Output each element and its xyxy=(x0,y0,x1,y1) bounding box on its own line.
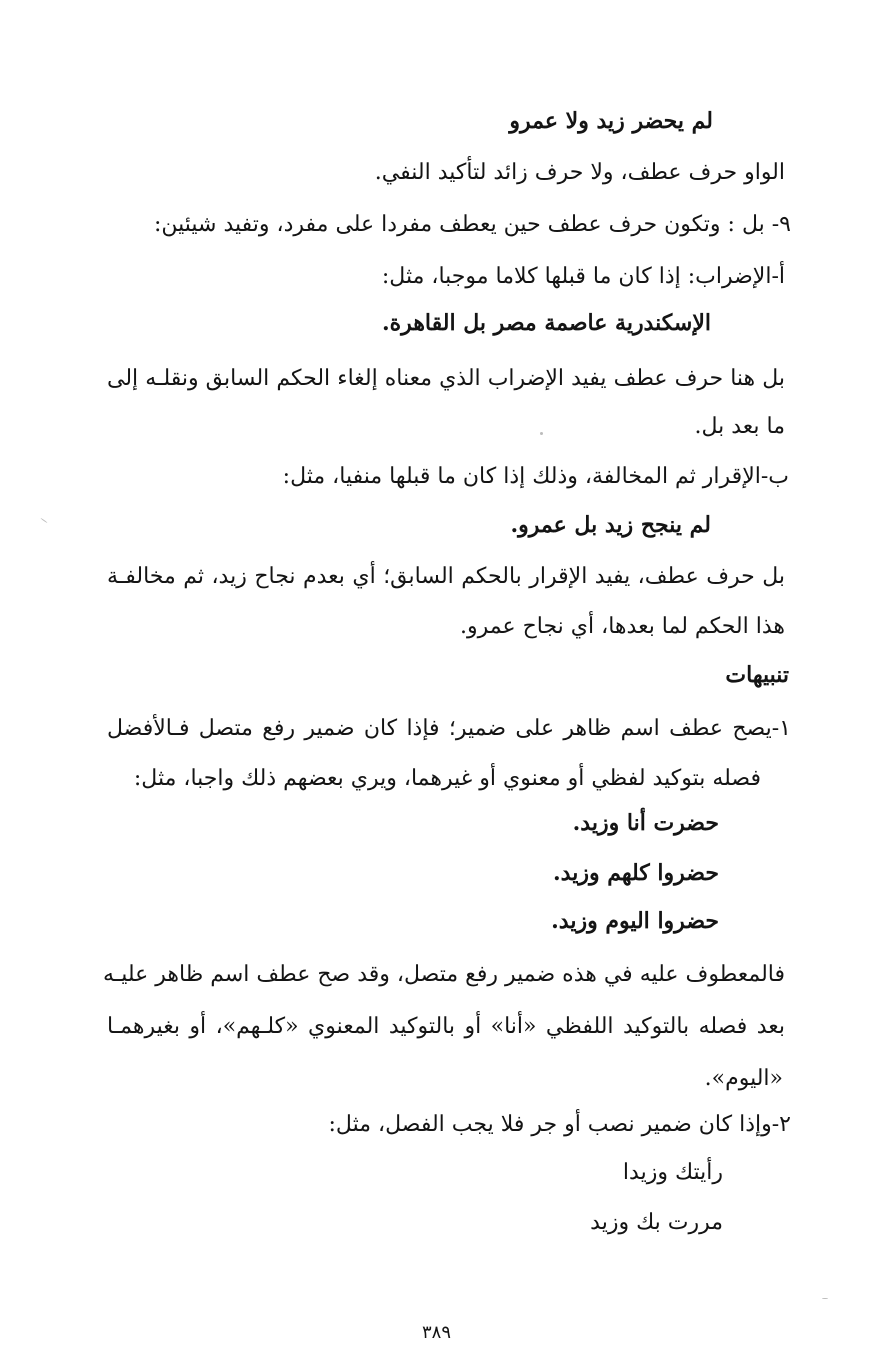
text-line: بل هنا حرف عطف يفيد الإضراب الذي معناه إلغاء الحكم السابق ونقلـه إلى xyxy=(107,366,785,391)
text-line: ما بعد بل. xyxy=(694,414,785,439)
subsection-heading: ب-الإقرار ثم المخالفة، وذلك إذا كان ما قبلها منفيا، مثل: xyxy=(282,464,789,489)
example-line: لم ينجح زيد بل عمرو. xyxy=(510,512,711,538)
text-line: «اليوم». xyxy=(704,1066,783,1091)
example-line: حضروا كلهم وزيد. xyxy=(553,860,719,886)
text-line: فالمعطوف عليه في هذه ضمير رفع متصل، وقد صح عطف اسم ظاهر عليـه xyxy=(103,962,785,987)
page-number: ٣٨٩ xyxy=(421,1322,451,1343)
scan-speck xyxy=(540,432,543,435)
example-line: مررت بك وزيد xyxy=(590,1210,723,1235)
text-line: ١-يصح عطف اسم ظاهر على ضمير؛ فإذا كان ضمير رفع متصل فـالأفضل xyxy=(107,716,791,741)
example-line: حضروا اليوم وزيد. xyxy=(551,908,719,934)
text-line: بعد فصله بالتوكيد اللفظي «أنا» أو بالتوكيد المعنوي «كلـهم»، أو بغيرهمـا xyxy=(107,1014,785,1039)
text-line: هذا الحكم لما بعدها، أي نجاح عمرو. xyxy=(459,614,785,639)
notes-heading: تنبيهات xyxy=(725,662,789,688)
subsection-heading: أ-الإضراب: إذا كان ما قبلها كلاما موجبا، مثل: xyxy=(381,264,785,289)
example-line: لم يحضر زيد ولا عمرو xyxy=(509,108,713,134)
section-heading: ٩- بل : وتكون حرف عطف حين يعطف مفردا على مفرد، وتفيد شيئين: xyxy=(153,212,791,237)
scan-speck xyxy=(40,518,47,523)
scan-speck xyxy=(822,1298,828,1299)
example-line: رأيتك وزيدا xyxy=(622,1160,723,1185)
example-line: الإسكندرية عاصمة مصر بل القاهرة. xyxy=(382,310,711,336)
text-line: ٢-وإذا كان ضمير نصب أو جر فلا يجب الفصل، مثل: xyxy=(328,1112,791,1137)
text-line: فصله بتوكيد لفظي أو معنوي أو غيرهما، ويري بعضهم ذلك واجبا، مثل: xyxy=(133,766,761,791)
example-line: حضرت أنا وزيد. xyxy=(572,810,719,836)
text-line: بل حرف عطف، يفيد الإقرار بالحكم السابق؛ أي بعدم نجاح زيد، ثم مخالفـة xyxy=(107,564,785,589)
text-line: الواو حرف عطف، ولا حرف زائد لتأكيد النفي. xyxy=(374,160,785,185)
